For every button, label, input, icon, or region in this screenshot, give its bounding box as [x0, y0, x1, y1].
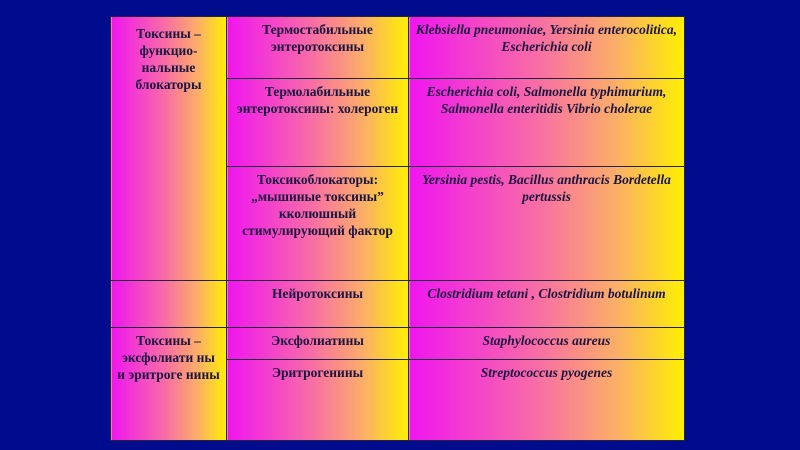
table-row: [111, 281, 685, 328]
organisms-cell: Yersinia pestis, Bacillus anthracis Bordetella pertussis: [409, 167, 685, 281]
toxin-type-cell: Эксфолиатины: [227, 328, 409, 360]
group-label-functional-blockers: Токсины – функцио-нальные блокаторы: [111, 17, 227, 281]
table-row: [111, 328, 685, 360]
toxin-table: [110, 16, 685, 441]
toxin-type-cell: Эритрогенины: [227, 360, 409, 441]
organisms-cell: Klebsiella pneumoniae, Yersinia enterocolitica, Escherichia coli: [409, 17, 685, 79]
organisms-cell: Streptococcus pyogenes: [409, 360, 685, 441]
group-label-exfoliatins-erythrogenins: Токсины – эксфолиати ны и эритроге нины: [111, 328, 227, 441]
toxin-type-cell: Термолабильные энтеротоксины: холероген: [227, 79, 409, 167]
toxin-type-cell: Токсикоблокаторы: „мышиные токсины” кколюшный стимулирующий фактор: [227, 167, 409, 281]
organisms-cell: Staphylococcus aureus: [409, 328, 685, 360]
empty-group-cell: [111, 281, 227, 328]
toxin-type-cell: Нейротоксины: [227, 281, 409, 328]
table-row: [111, 17, 685, 79]
toxin-type-cell: Термостабильные энтеротоксины: [227, 17, 409, 79]
organisms-cell: Escherichia coli, Salmonella typhimurium, Salmonella enteritidis Vibrio cholerae: [409, 79, 685, 167]
organisms-cell: Clostridium tetani , Clostridium botulinum: [409, 281, 685, 328]
